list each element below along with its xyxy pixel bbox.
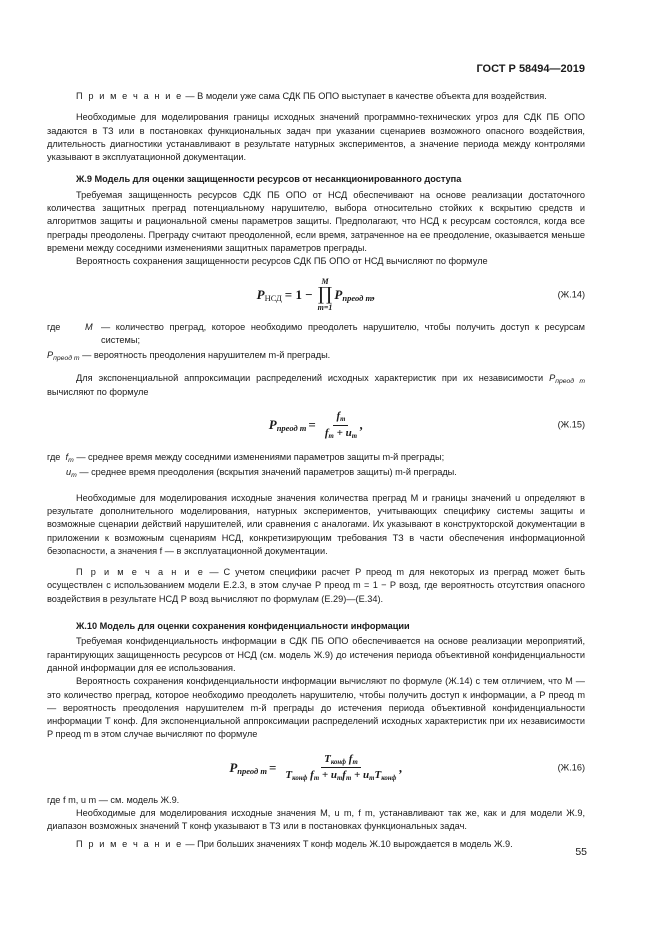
eq16-den-tail4: T [374, 769, 382, 782]
section-heading-j9: Ж.9 Модель для оценки защищенности ресурсов от несанкционированного доступа [76, 174, 462, 185]
eq16-num-tail-sub: m [352, 758, 358, 766]
note-j10-text: — При больших значениях T конф модель Ж.10 вырождается в модель Ж.9. [182, 838, 513, 849]
eq15-den-sub: m [328, 432, 334, 440]
def-P-var: P [47, 350, 54, 361]
eq14-op: = 1 − [284, 286, 313, 302]
eq16-num: T [324, 752, 331, 765]
note-j9 [47, 566, 585, 606]
equation-j15-formula [47, 402, 585, 448]
eq15-end: , [360, 417, 364, 433]
eq16-den-tail3-sub: m [369, 775, 375, 783]
note-j9-label: П р и м е ч а н и е [76, 567, 205, 578]
paragraph-j9-3 [47, 372, 585, 399]
note-j9-text: — С учетом специфики расчет P преод m для некоторых из преград может быть осуществлен с использованием модели Е.2.3, в этом случае P преод m = 1 − P возд, где вероятность отсутствия опасного воздействия в результате НСД P возд вычисляют по формулам (Е.29)—(Е.34). [47, 567, 585, 604]
eq16-den-tail-sub: m [337, 775, 343, 783]
paragraph-j10-3: где f m, u m — см. модель Ж.9. [47, 794, 180, 805]
eq15-den-sub2: m [351, 432, 357, 440]
paragraph-j9-1: Требуемая защищенность ресурсов СДК ПБ ОПО от НСД обеспечивают на основе реализации достаточного количества защитных преград потенциальному нарушителю, выбора относительно стойких к вскрытию средств и алгоритмов защиты и рациональной смены параметров защиты. Предполагают, что НСД к ресурсам состоялся, когда все преграды преодолены. Преграду считают преодоленной, если время, затраченное на ее преодоление, оказывается меньше времени между соседними изменениями защитных параметров преграды. [47, 189, 585, 253]
para3-var: P [549, 373, 556, 384]
equation-j15 [47, 402, 585, 448]
equation-j14 [47, 272, 585, 318]
eq15-lhs: P [268, 417, 277, 433]
equation-j14-number: (Ж.14) [557, 288, 585, 299]
note-j10-label: П р и м е ч а н и е [76, 838, 183, 849]
eq14-prod-bottom: m=1 [317, 302, 333, 312]
section-heading-j10: Ж.10 Модель для оценки сохранения конфиденциальности информации [76, 621, 410, 632]
equation-j16-formula [47, 745, 585, 791]
def-f-var: f [65, 452, 69, 463]
def-u-sub: m [71, 472, 77, 480]
eq16-den-tail2: f [342, 769, 346, 782]
paragraph-j10-4: Необходимые для моделирования исходные значения M, u m, f m, устанавливают так же, как и для модели Ж.9, диапазон возможных значений T конф указывают в ТЗ или в постановках функциональных задач. [47, 807, 585, 832]
para3-sub: преод m [555, 378, 585, 386]
def-u-text: — среднее время преодоления (вскрытия значений параметров защиты) m-й преграды. [76, 467, 457, 478]
paragraph-j10-1: Требуемая конфиденциальность информации в СДК ПБ ОПО обеспечивается на основе реализации мероприятий, гарантирующих защищенность ресурсов от НСД (см. модель Ж.9) до истечения периода объективной конфиденциальности данной информации для ее использования. [47, 636, 585, 673]
eq16-den-mid: f [307, 769, 314, 782]
eq15-den-plus: + u [333, 426, 352, 439]
equation-j14-formula [47, 272, 585, 318]
definition-P [47, 349, 585, 362]
eq16-num-tail: f [346, 752, 353, 765]
paragraph-threat-boundaries: Необходимые для моделирования границы исходных значений программно-технических угроз для СДК ПБ ОПО задаются в ТЗ или в постановках функциональных задач при указании сценариев возможного опасного воздействия, длительность диагностики устанавливают в результате натурных экспериментов, а значение периода между контролями указывают в эксплуатационной документации. [47, 112, 585, 163]
eq16-den-sub: конф [292, 775, 308, 783]
equation-j15-number: (Ж.15) [557, 419, 585, 430]
eq15-op: = [308, 417, 316, 433]
eq16-den: T [285, 769, 293, 782]
eq14-lhs-sub: НСД [264, 292, 282, 303]
eq14-term: P [334, 286, 343, 302]
where-label: где [47, 321, 61, 332]
eq16-den-tail: + u [319, 769, 337, 782]
eq15-lhs-sub: преод m [276, 423, 307, 434]
eq15-num-sub: m [340, 416, 346, 424]
def-u-var: u [66, 467, 72, 478]
paragraph-j9-2: Вероятность сохранения защищенности ресурсов СДК ПБ ОПО от НСД вычисляют по формуле [76, 256, 488, 267]
definition-M [47, 321, 585, 348]
equation-j16 [47, 745, 585, 791]
eq16-op: = [269, 760, 277, 776]
para3-part2: вычисляют по формуле [47, 386, 149, 397]
where2-label: где [47, 452, 61, 463]
definition-u [47, 466, 585, 479]
eq15-fraction [322, 410, 360, 440]
eq15-den: f [324, 426, 329, 439]
eq14-prod-symbol: ∏ [317, 283, 333, 305]
standard-header: ГОСТ Р 58494—2019 [476, 63, 585, 75]
def-f-sub: m [68, 457, 74, 465]
def-P-sub: преод m [53, 355, 80, 363]
paragraph-j10-2: Вероятность сохранения конфиденциальности информации вычисляют по формуле (Ж.14) с тем отличием, что M — это количество преград, которое необходимо преодолеть нарушителю, чтобы получить доступ к информации, а P преод m — вероятность преодоления нарушителем m-й преграды до истечения периода объективной конфиденциальности информации T конф. Для экспоненциальной аппроксимации распределений исходных характеристик при их независимости P преод m в этом случае вычисляют по формуле [47, 676, 585, 740]
body-text [47, 90, 585, 851]
def-M-text: — количество преград, которое необходимо преодолеть нарушителю, чтобы получить доступ к ресурсам системы; [101, 321, 585, 345]
page-number: 55 [575, 846, 587, 858]
eq14-end: , [372, 286, 376, 302]
eq16-lhs-sub: преод m [237, 766, 267, 777]
eq15-num: f [336, 410, 341, 423]
para3-part1: Для экспоненциальной аппроксимации распределений исходных характеристик при их независимости [76, 373, 550, 384]
eq16-den-tail2-sub: m [345, 775, 352, 783]
eq16-den-tail3: + u [351, 769, 370, 782]
def-P-text: — вероятность преодоления нарушителем m-й преграды. [79, 350, 331, 361]
note-1-text: — В модели уже сама СДК ПБ ОПО выступает в качестве объекта для воздействия. [182, 91, 547, 101]
def-M-var: M [85, 321, 93, 332]
eq16-lhs: P [229, 760, 238, 776]
eq14-lhs: P [256, 286, 265, 302]
paragraph-j9-4: Необходимые для моделирования исходные значения количества преград M и границы значений u определяют в результате дополнительного моделирования, натурных экспериментов, учитывающих специфику системы защиты и возможные сценарии действий нарушителей, или сравнения с аналогами. Их указывают в конструкторской документации в приложении к возможным сценариям НСД, конкретизирующим требования ТЗ в части обеспечения информационной безопасности, а значения f — в эксплуатационной документации. [47, 492, 585, 556]
eq16-fraction [282, 753, 399, 783]
equation-j16-number: (Ж.16) [557, 762, 585, 773]
eq16-end: , [399, 760, 403, 776]
note-j10 [47, 838, 585, 851]
eq16-num-sub: конф [330, 758, 347, 766]
eq16-den-mid-sub: m [313, 775, 320, 783]
note-1 [47, 90, 585, 103]
definition-f [47, 451, 585, 464]
eq14-term-sub: преод m [342, 292, 373, 303]
def-f-text: — среднее время между соседними изменениями параметров защиты m-й преграды; [73, 452, 445, 463]
eq14-prod-top: M [321, 276, 329, 286]
note-1-label: П р и м е ч а н и е [76, 91, 183, 101]
eq16-den-tail4-sub: конф [381, 775, 397, 783]
eq14-product [318, 278, 333, 312]
